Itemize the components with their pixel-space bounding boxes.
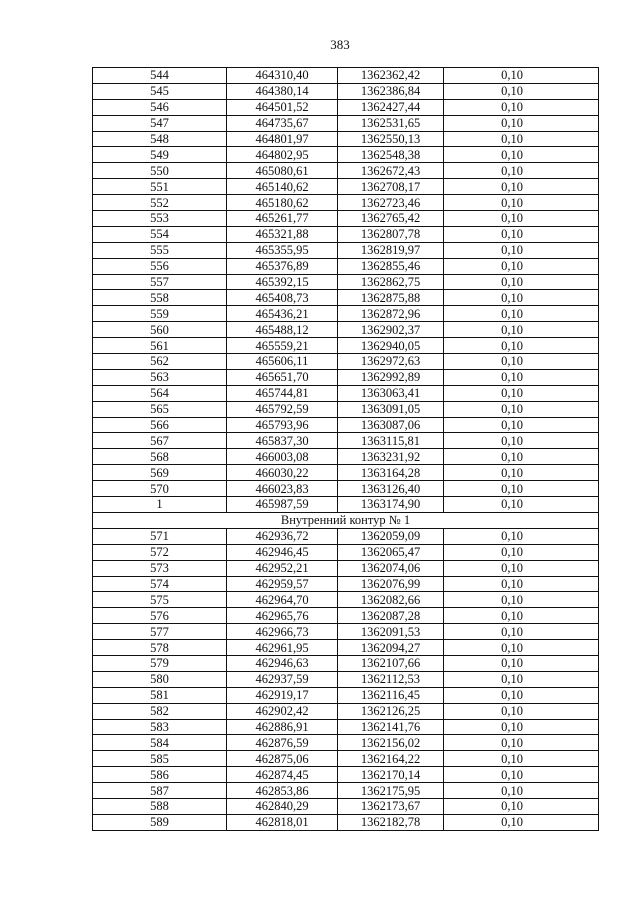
accuracy-cell: 0,10 — [444, 751, 599, 767]
point-number-cell: 585 — [93, 751, 227, 767]
table-row — [93, 640, 599, 656]
table-row — [93, 226, 599, 242]
accuracy-cell: 0,10 — [444, 735, 599, 751]
x-coordinate-cell: 465436,21 — [227, 306, 338, 322]
point-number-cell: 576 — [93, 608, 227, 624]
x-coordinate-cell: 462937,59 — [227, 671, 338, 687]
table-row — [93, 592, 599, 608]
accuracy-cell: 0,10 — [444, 163, 599, 179]
accuracy-cell: 0,10 — [444, 767, 599, 783]
table-row — [93, 465, 599, 481]
point-number-cell: 544 — [93, 68, 227, 84]
table-row — [93, 242, 599, 258]
table-row — [93, 814, 599, 830]
x-coordinate-cell: 462952,21 — [227, 560, 338, 576]
x-coordinate-cell: 462966,73 — [227, 624, 338, 640]
accuracy-cell: 0,10 — [444, 608, 599, 624]
table-row — [93, 703, 599, 719]
x-coordinate-cell: 464801,97 — [227, 131, 338, 147]
table-row — [93, 115, 599, 131]
x-coordinate-cell: 465261,77 — [227, 211, 338, 227]
table-row — [93, 767, 599, 783]
x-coordinate-cell: 462818,01 — [227, 814, 338, 830]
x-coordinate-cell: 464501,52 — [227, 99, 338, 115]
accuracy-cell: 0,10 — [444, 99, 599, 115]
x-coordinate-cell: 466023,83 — [227, 481, 338, 497]
accuracy-cell: 0,10 — [444, 449, 599, 465]
accuracy-cell: 0,10 — [444, 258, 599, 274]
y-coordinate-cell: 1362765,42 — [338, 211, 444, 227]
point-number-cell: 567 — [93, 433, 227, 449]
table-row — [93, 147, 599, 163]
point-number-cell: 569 — [93, 465, 227, 481]
table-row — [93, 576, 599, 592]
point-number-cell: 559 — [93, 306, 227, 322]
accuracy-cell: 0,10 — [444, 115, 599, 131]
table-row — [93, 544, 599, 560]
accuracy-cell: 0,10 — [444, 703, 599, 719]
accuracy-cell: 0,10 — [444, 655, 599, 671]
table-row — [93, 798, 599, 814]
x-coordinate-cell: 462959,57 — [227, 576, 338, 592]
x-coordinate-cell: 465987,59 — [227, 497, 338, 513]
accuracy-cell: 0,10 — [444, 481, 599, 497]
y-coordinate-cell: 1363174,90 — [338, 497, 444, 513]
point-number-cell: 587 — [93, 783, 227, 799]
point-number-cell: 579 — [93, 655, 227, 671]
point-number-cell: 573 — [93, 560, 227, 576]
y-coordinate-cell: 1362972,63 — [338, 354, 444, 370]
point-number-cell: 553 — [93, 211, 227, 227]
accuracy-cell: 0,10 — [444, 274, 599, 290]
y-coordinate-cell: 1362112,53 — [338, 671, 444, 687]
point-number-cell: 558 — [93, 290, 227, 306]
x-coordinate-cell: 462840,29 — [227, 798, 338, 814]
point-number-cell: 570 — [93, 481, 227, 497]
x-coordinate-cell: 465376,89 — [227, 258, 338, 274]
x-coordinate-cell: 462961,95 — [227, 640, 338, 656]
inner-contour-title: Внутренний контур № 1 — [93, 512, 599, 528]
accuracy-cell: 0,10 — [444, 624, 599, 640]
y-coordinate-cell: 1362862,75 — [338, 274, 444, 290]
accuracy-cell: 0,10 — [444, 592, 599, 608]
x-coordinate-cell: 465080,61 — [227, 163, 338, 179]
point-number-cell: 560 — [93, 322, 227, 338]
table-row — [93, 433, 599, 449]
y-coordinate-cell: 1362074,06 — [338, 560, 444, 576]
accuracy-cell: 0,10 — [444, 544, 599, 560]
x-coordinate-cell: 465793,96 — [227, 417, 338, 433]
y-coordinate-cell: 1362173,67 — [338, 798, 444, 814]
x-coordinate-cell: 464802,95 — [227, 147, 338, 163]
table-row — [93, 687, 599, 703]
table-row — [93, 274, 599, 290]
table-row — [93, 306, 599, 322]
y-coordinate-cell: 1362427,44 — [338, 99, 444, 115]
point-number-cell: 556 — [93, 258, 227, 274]
y-coordinate-cell: 1363126,40 — [338, 481, 444, 497]
x-coordinate-cell: 465408,73 — [227, 290, 338, 306]
accuracy-cell: 0,10 — [444, 369, 599, 385]
x-coordinate-cell: 465355,95 — [227, 242, 338, 258]
y-coordinate-cell: 1362094,27 — [338, 640, 444, 656]
y-coordinate-cell: 1362076,99 — [338, 576, 444, 592]
table-row — [93, 99, 599, 115]
y-coordinate-cell: 1362992,89 — [338, 369, 444, 385]
table-row — [93, 671, 599, 687]
accuracy-cell: 0,10 — [444, 306, 599, 322]
y-coordinate-cell: 1362182,78 — [338, 814, 444, 830]
table-row — [93, 528, 599, 544]
point-number-cell: 550 — [93, 163, 227, 179]
accuracy-cell: 0,10 — [444, 147, 599, 163]
point-number-cell: 575 — [93, 592, 227, 608]
table-row — [93, 322, 599, 338]
x-coordinate-cell: 462876,59 — [227, 735, 338, 751]
table-row — [93, 624, 599, 640]
y-coordinate-cell: 1362156,02 — [338, 735, 444, 751]
accuracy-cell: 0,10 — [444, 687, 599, 703]
section-heading-group — [93, 512, 599, 528]
y-coordinate-cell: 1362087,28 — [338, 608, 444, 624]
point-number-cell: 589 — [93, 814, 227, 830]
x-coordinate-cell: 465180,62 — [227, 195, 338, 211]
point-number-cell: 572 — [93, 544, 227, 560]
point-number-cell: 566 — [93, 417, 227, 433]
point-number-cell: 577 — [93, 624, 227, 640]
y-coordinate-cell: 1362082,66 — [338, 592, 444, 608]
point-number-cell: 549 — [93, 147, 227, 163]
y-coordinate-cell: 1362672,43 — [338, 163, 444, 179]
y-coordinate-cell: 1362170,14 — [338, 767, 444, 783]
y-coordinate-cell: 1362548,38 — [338, 147, 444, 163]
x-coordinate-cell: 462965,76 — [227, 608, 338, 624]
point-number-cell: 588 — [93, 798, 227, 814]
y-coordinate-cell: 1363231,92 — [338, 449, 444, 465]
point-number-cell: 555 — [93, 242, 227, 258]
table-row — [93, 68, 599, 84]
y-coordinate-cell: 1362126,25 — [338, 703, 444, 719]
table-row — [93, 449, 599, 465]
point-number-cell: 557 — [93, 274, 227, 290]
table-row — [93, 401, 599, 417]
point-number-cell: 564 — [93, 385, 227, 401]
accuracy-cell: 0,10 — [444, 290, 599, 306]
point-number-cell: 580 — [93, 671, 227, 687]
accuracy-cell: 0,10 — [444, 465, 599, 481]
point-number-cell: 551 — [93, 179, 227, 195]
point-number-cell: 554 — [93, 226, 227, 242]
accuracy-cell: 0,10 — [444, 433, 599, 449]
y-coordinate-cell: 1362107,66 — [338, 655, 444, 671]
table-row — [93, 211, 599, 227]
table-row — [93, 258, 599, 274]
x-coordinate-cell: 465744,81 — [227, 385, 338, 401]
x-coordinate-cell: 462902,42 — [227, 703, 338, 719]
y-coordinate-cell: 1362164,22 — [338, 751, 444, 767]
point-number-cell: 586 — [93, 767, 227, 783]
page-number: 383 — [330, 37, 350, 52]
x-coordinate-cell: 466030,22 — [227, 465, 338, 481]
accuracy-cell: 0,10 — [444, 211, 599, 227]
accuracy-cell: 0,10 — [444, 68, 599, 84]
y-coordinate-cell: 1362819,97 — [338, 242, 444, 258]
point-number-cell: 1 — [93, 497, 227, 513]
coordinates-table — [92, 67, 599, 831]
y-coordinate-cell: 1362872,96 — [338, 306, 444, 322]
x-coordinate-cell: 462946,63 — [227, 655, 338, 671]
point-number-cell: 561 — [93, 338, 227, 354]
x-coordinate-cell: 462919,17 — [227, 687, 338, 703]
table-row — [93, 608, 599, 624]
accuracy-cell: 0,10 — [444, 783, 599, 799]
y-coordinate-cell: 1362807,78 — [338, 226, 444, 242]
y-coordinate-cell: 1362902,37 — [338, 322, 444, 338]
x-coordinate-cell: 462853,86 — [227, 783, 338, 799]
accuracy-cell: 0,10 — [444, 226, 599, 242]
x-coordinate-cell: 465140,62 — [227, 179, 338, 195]
point-number-cell: 582 — [93, 703, 227, 719]
accuracy-cell: 0,10 — [444, 814, 599, 830]
table-row — [93, 131, 599, 147]
y-coordinate-cell: 1362723,46 — [338, 195, 444, 211]
y-coordinate-cell: 1362708,17 — [338, 179, 444, 195]
accuracy-cell: 0,10 — [444, 719, 599, 735]
table-row — [93, 385, 599, 401]
table-row — [93, 163, 599, 179]
point-number-cell: 581 — [93, 687, 227, 703]
point-number-cell: 584 — [93, 735, 227, 751]
inner-contour-rows — [93, 528, 599, 830]
point-number-cell: 583 — [93, 719, 227, 735]
accuracy-cell: 0,10 — [444, 242, 599, 258]
y-coordinate-cell: 1362175,95 — [338, 783, 444, 799]
x-coordinate-cell: 465488,12 — [227, 322, 338, 338]
x-coordinate-cell: 462886,91 — [227, 719, 338, 735]
point-number-cell: 562 — [93, 354, 227, 370]
x-coordinate-cell: 465792,59 — [227, 401, 338, 417]
accuracy-cell: 0,10 — [444, 576, 599, 592]
accuracy-cell: 0,10 — [444, 417, 599, 433]
accuracy-cell: 0,10 — [444, 560, 599, 576]
accuracy-cell: 0,10 — [444, 528, 599, 544]
point-number-cell: 568 — [93, 449, 227, 465]
accuracy-cell: 0,10 — [444, 322, 599, 338]
section-heading-row — [93, 512, 599, 528]
x-coordinate-cell: 465837,30 — [227, 433, 338, 449]
y-coordinate-cell: 1363063,41 — [338, 385, 444, 401]
x-coordinate-cell: 464380,14 — [227, 83, 338, 99]
x-coordinate-cell: 465392,15 — [227, 274, 338, 290]
table-row — [93, 481, 599, 497]
accuracy-cell: 0,10 — [444, 385, 599, 401]
table-row — [93, 497, 599, 513]
y-coordinate-cell: 1362855,46 — [338, 258, 444, 274]
point-number-cell: 563 — [93, 369, 227, 385]
point-number-cell: 571 — [93, 528, 227, 544]
point-number-cell: 552 — [93, 195, 227, 211]
point-number-cell: 546 — [93, 99, 227, 115]
x-coordinate-cell: 465559,21 — [227, 338, 338, 354]
y-coordinate-cell: 1362386,84 — [338, 83, 444, 99]
accuracy-cell: 0,10 — [444, 671, 599, 687]
accuracy-cell: 0,10 — [444, 354, 599, 370]
y-coordinate-cell: 1362550,13 — [338, 131, 444, 147]
table-row — [93, 290, 599, 306]
y-coordinate-cell: 1362875,88 — [338, 290, 444, 306]
y-coordinate-cell: 1362141,76 — [338, 719, 444, 735]
y-coordinate-cell: 1363115,81 — [338, 433, 444, 449]
table-row — [93, 655, 599, 671]
point-number-cell: 548 — [93, 131, 227, 147]
point-number-cell: 547 — [93, 115, 227, 131]
y-coordinate-cell: 1363091,05 — [338, 401, 444, 417]
y-coordinate-cell: 1362116,45 — [338, 687, 444, 703]
x-coordinate-cell: 465321,88 — [227, 226, 338, 242]
accuracy-cell: 0,10 — [444, 83, 599, 99]
y-coordinate-cell: 1363164,28 — [338, 465, 444, 481]
point-number-cell: 578 — [93, 640, 227, 656]
point-number-cell: 545 — [93, 83, 227, 99]
accuracy-cell: 0,10 — [444, 338, 599, 354]
x-coordinate-cell: 462875,06 — [227, 751, 338, 767]
table-row — [93, 195, 599, 211]
table-row — [93, 369, 599, 385]
table-row — [93, 751, 599, 767]
y-coordinate-cell: 1362531,65 — [338, 115, 444, 131]
x-coordinate-cell: 464735,67 — [227, 115, 338, 131]
x-coordinate-cell: 465606,11 — [227, 354, 338, 370]
x-coordinate-cell: 466003,08 — [227, 449, 338, 465]
x-coordinate-cell: 464310,40 — [227, 68, 338, 84]
outer-contour-rows — [93, 68, 599, 513]
y-coordinate-cell: 1362059,09 — [338, 528, 444, 544]
table-row — [93, 719, 599, 735]
table-row — [93, 417, 599, 433]
x-coordinate-cell: 462946,45 — [227, 544, 338, 560]
accuracy-cell: 0,10 — [444, 179, 599, 195]
point-number-cell: 565 — [93, 401, 227, 417]
accuracy-cell: 0,10 — [444, 798, 599, 814]
table-row — [93, 560, 599, 576]
y-coordinate-cell: 1363087,06 — [338, 417, 444, 433]
y-coordinate-cell: 1362065,47 — [338, 544, 444, 560]
table-row — [93, 354, 599, 370]
x-coordinate-cell: 462936,72 — [227, 528, 338, 544]
accuracy-cell: 0,10 — [444, 640, 599, 656]
table-row — [93, 83, 599, 99]
y-coordinate-cell: 1362362,42 — [338, 68, 444, 84]
y-coordinate-cell: 1362940,05 — [338, 338, 444, 354]
x-coordinate-cell: 465651,70 — [227, 369, 338, 385]
accuracy-cell: 0,10 — [444, 401, 599, 417]
accuracy-cell: 0,10 — [444, 131, 599, 147]
point-number-cell: 574 — [93, 576, 227, 592]
accuracy-cell: 0,10 — [444, 497, 599, 513]
table-row — [93, 735, 599, 751]
table-row — [93, 783, 599, 799]
x-coordinate-cell: 462964,70 — [227, 592, 338, 608]
table-row — [93, 179, 599, 195]
table-row — [93, 338, 599, 354]
x-coordinate-cell: 462874,45 — [227, 767, 338, 783]
y-coordinate-cell: 1362091,53 — [338, 624, 444, 640]
accuracy-cell: 0,10 — [444, 195, 599, 211]
